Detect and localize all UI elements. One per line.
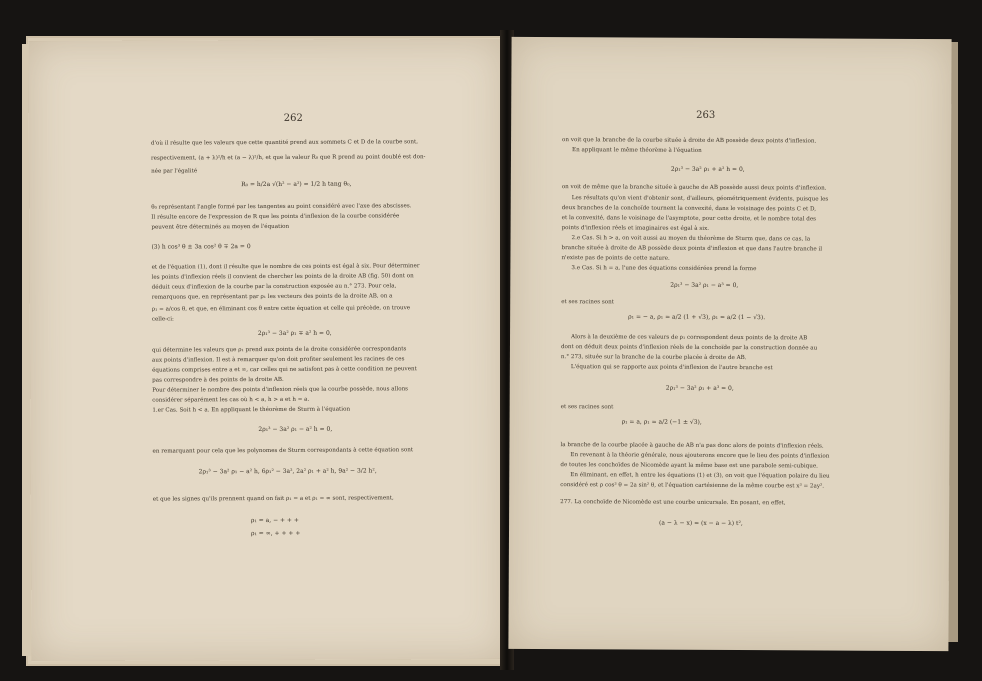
right-line-4: Les résultats qu'on vient d'obtenir sont, d'ailleurs, géométriquement évidents, puisque les (571, 195, 829, 203)
right-line-5: deux branches de la conchoïde tournent la convexité, dans le voisinage des points C et D, (561, 205, 817, 213)
right-line-17: et ses racines sont (560, 404, 614, 411)
right-line-14: dont on déduit deux points d'inflexion réels de la conchoïde par la construction donnée au (560, 344, 818, 352)
left-line-21: et que les signes qu'ils prennent quand on fait ρ₁ = a et ρ₁ = ∞ sont, respectivement, (152, 495, 394, 503)
right-line-1: on voit que la branche de la courbe située à droite de AB possède deux points d'inflexion. (562, 137, 817, 145)
right-line-12: et ses racines sont (561, 299, 614, 306)
left-line-5: Il résulte encore de l'expression de R que les points d'inflexion de la courbe considérée (151, 213, 400, 221)
left-line-1: d'où il résulte que les valeurs que cette quantité prend aux sommets C et D de la courbe sont, (150, 139, 419, 147)
left-line-11: ρ₁ = a/cos θ, et que, en éliminant cos θ entre cette équation et celle qui précède, on trouve (151, 305, 411, 313)
right-line-8: 2.e Cas. Si h > a, on voit aussi au moyen du théorème de Sturm que, dans ce cas, la (571, 235, 811, 243)
page-number-right: 263 (696, 109, 716, 121)
right-line-18: la branche de la courbe placée à gauche de AB n'a pas donc alors de points d'inflexion réels. (560, 442, 824, 450)
left-line-3: née par l'égalité (151, 168, 198, 175)
right-line-13: Alors à la deuxième de ces valeurs de ρ₁ correspondent deux points de la droite AB (571, 334, 808, 342)
right-line-23: 277. La conchoïde de Nicomède est une courbe unicursale. En posant, en effet, (560, 499, 786, 507)
left-equation-6: ρ₁ = a, − + + + (250, 516, 299, 525)
left-line-19: 1.er Cas. Soit h < a. En appliquant le théorème de Sturm à l'équation (152, 406, 351, 414)
left-line-8: les points d'inflexion réels il convient de chercher les points de la droite AB (fig. 50) dont on (151, 273, 414, 281)
left-line-16: pas correspondre à des points de la droite AB. (152, 376, 284, 384)
right-line-21: En éliminant, en effet, h entre les équations (1) et (3), on voit que l'équation polaire du lieu (570, 472, 830, 480)
right-line-16: L'équation qui se rapporte aux points d'inflexion de l'autre branche est (570, 364, 773, 372)
left-equation-3: 2ρ₁³ − 3a² ρ₁ ∓ a² h = 0, (257, 329, 332, 338)
right-equation-5: ρ₁ = a, ρ₁ = a/2 (−1 ± √3), (621, 418, 702, 426)
left-line-10: remarquons que, en représentant par ρ₁ les vecteurs des points de la droite AB, on a (151, 293, 393, 301)
left-equation-7: ρ₁ = ∞, + + + + (250, 529, 301, 538)
right-line-15: n.° 273, située sur la branche de la courbe placée à droite de AB. (560, 354, 747, 362)
right-line-3: on voit de même que la branche située à gauche de AB possède aussi deux points d'inflexion. (561, 184, 827, 192)
right-line-19: En revenant à la théorie générale, nous ajouterons encore que le lieu des points d'inflexion (570, 452, 830, 460)
right-page (508, 37, 951, 651)
right-line-2: En appliquant le même théorème à l'équation (571, 147, 702, 154)
left-equation-4: 2ρ₁³ − 3a² ρ₁ − a² h = 0, (258, 425, 333, 434)
right-line-7: points d'inflexion réels et imaginaires est égal à six. (561, 225, 710, 232)
left-line-12: celle-ci: (151, 316, 174, 323)
right-line-6: et la convexité, dans le voisinage de l'asymptote, pour cette droite, et le nombre total des (561, 215, 817, 223)
right-line-20: de toutes les conchoïdes de Nicomède ayant la même base est une parabole semi-cubique. (560, 462, 818, 470)
right-line-9: branche située à droite de AB possède deux points d'inflexion et que dans l'autre branche il (561, 245, 823, 253)
right-line-11: 3.e Cas. Si h = a, l'une des équations considérées prend la forme (571, 265, 757, 273)
left-line-14: aux points d'inflexion. Il est à remarquer qu'on doit profiter seulement les racines de ces (152, 356, 405, 364)
left-line-4: θ₀ représentant l'angle formé par les tangentes au point considéré avec l'axe des abscisses. (151, 203, 412, 211)
right-equation-2: 2ρ₁³ − 3a² ρ₁ − a³ = 0, (670, 281, 739, 290)
page-number-left: 262 (283, 112, 303, 124)
left-line-7: et de l'équation (1), dont il résulte que le nombre de ces points est égal à six. Pour déterminer (151, 263, 420, 271)
right-equation-4: 2ρ₁³ − 3a² ρ₁ + a³ = 0, (665, 384, 734, 393)
right-line-10: n'existe pas de points de cette nature. (561, 255, 670, 262)
left-line-18: considérer séparément les cas où h < a, h > a et h = a. (152, 396, 310, 404)
left-line-15: équations comprises entre a et ∞, car celles qui ne satisfont pas à cette condition ne peuvent (152, 366, 417, 374)
left-equation-1: R₀ = h/2a √(h² − a²) = 1/2 h tang θ₀, (241, 180, 352, 189)
right-equation-3: ρ₁ = − a, ρ₁ = a/2 (1 + √3), ρ₁ = a/2 (1 − √3). (628, 313, 766, 322)
left-line-13: qui détermine les valeurs que ρ₁ prend aux points de la droite considérée correspondants (151, 346, 407, 354)
right-equation-1: 2ρ₁³ − 3a² ρ₁ + a² h = 0, (670, 165, 745, 174)
right-equation-6: (a − λ − x) = (x − a − λ) t², (659, 519, 743, 528)
left-line-6: peuvent être déterminés au moyen de l'équation (151, 223, 290, 231)
left-line-17: Pour déterminer le nombre des points d'inflexion réels que la courbe possède, nous allons (152, 386, 409, 394)
left-line-20: en remarquant pour cela que les polynomes de Sturm correspondants à cette équation sont (152, 447, 414, 455)
left-equation-5: 2ρ₁³ − 3a² ρ₁ − a² h, 6ρ₁² − 3a², 2a² ρ₁ + a² h, 9a² − 3/2 h², (198, 467, 377, 476)
left-line-2: respectivement, (a + λ)²/h et (a − λ)²/h, et que la valeur R₀ que R prend au point doublé est don- (150, 154, 426, 162)
right-line-22: considéré est ρ cos³ θ = 2a sin² θ, et l'équation cartésienne de la même courbe est x³ = 2ay². (560, 482, 825, 490)
left-line-9: déduit ceux d'inflexion de la courbe par la construction exposée au n.° 273. Pour cela, (151, 283, 397, 291)
left-page (28, 39, 506, 661)
left-equation-2: (3) h cos³ θ ± 3a cos² θ ∓ 2a = 0 (151, 243, 251, 251)
